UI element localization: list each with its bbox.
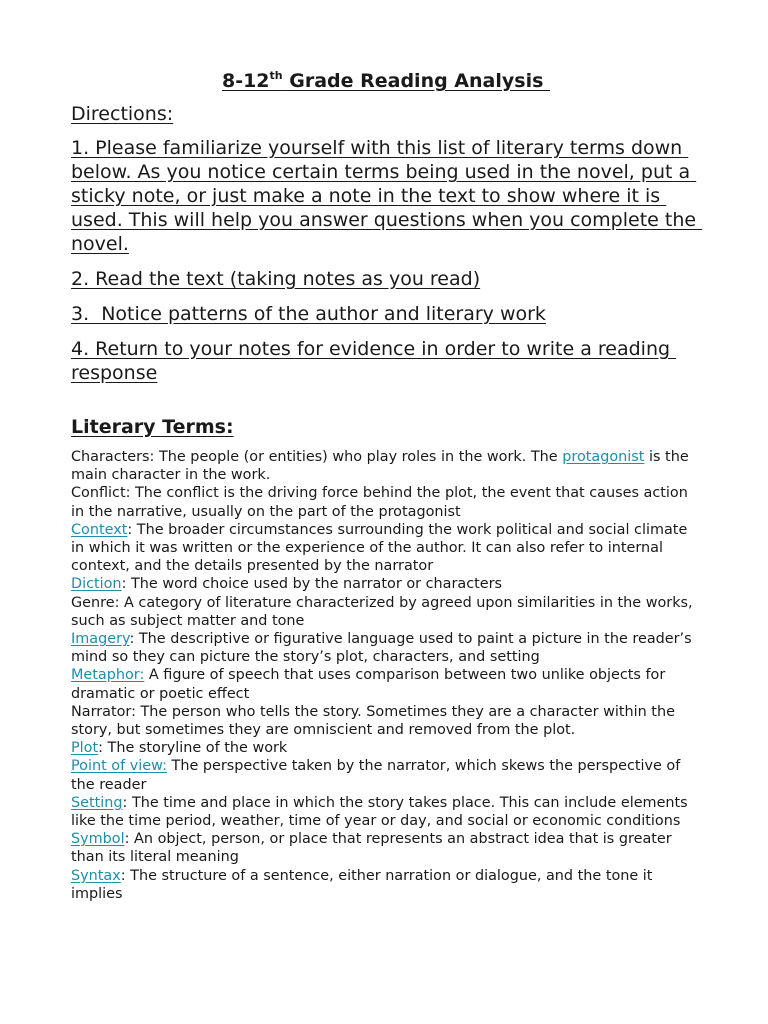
term-setting: Setting: The time and place in which the story takes place. This can include elements like the time period, weather, time of year or day, and social or economic conditions [71,794,688,830]
term-symbol: Symbol: An object, person, or place that represents an abstract idea that is greater than its literal meaning [71,831,672,866]
syntax-link[interactable]: Syntax [71,867,121,884]
diction-link[interactable]: Diction [71,576,122,593]
directions-heading: Directions: [71,103,174,125]
setting-link[interactable]: Setting [71,794,123,811]
imagery-link[interactable]: Imagery [71,631,130,648]
term-conflict: Conflict: The conflict is the driving force behind the plot, the event that causes action in the narrative, usually on the part of the protagonist [71,485,688,520]
term-point-of-view: Point of view: The perspective taken by the narrator, which skews the perspective of the reader [71,758,681,793]
metaphor-link[interactable]: Metaphor: [71,667,145,684]
term-narrator: Narrator: The person who tells the story. Sometimes they are a character within the story, but sometimes they are omniscient and removed from the plot. [71,703,675,739]
direction-item-3: 3. Notice patterns of the author and literary work [71,303,546,325]
term-plot: Plot: The storyline of the work [71,740,288,757]
term-genre: Genre: A category of literature characterized by agreed upon similarities in the works, such as subject matter and tone [71,594,693,629]
direction-item-1: 1. Please familiarize yourself with this list of literary terms down below. As you notice certain terms being used in the novel, put a sticky note, or just make a note in the text to show where it is used. This will help you answer questions when you complete the novel. [71,137,703,255]
title-prefix: 8-12 [221,70,270,92]
term-metaphor: Metaphor: A figure of speech that uses comparison between two unlike objects for dramatic or poetic effect [71,667,666,702]
direction-item-4: 4. Return to your notes for evidence in order to write a reading response [71,338,677,384]
page-title [71,70,701,92]
point-of-view-link[interactable]: Point of view: [71,758,167,775]
symbol-link[interactable]: Symbol [71,831,125,848]
term-characters: Characters: The people (or entities) who play roles in the work. The protagonist is the main character in the work. [71,449,689,484]
term-diction: Diction: The word choice used by the narrator or characters [71,576,503,593]
context-link[interactable]: Context [71,521,128,538]
literary-terms-list [71,448,701,903]
direction-item-2: 2. Read the text (taking notes as you read) [71,268,481,290]
term-imagery: Imagery: The descriptive or figurative language used to paint a picture in the reader’s mind so they can picture the story’s plot, characters, and setting [71,631,692,666]
title-suffix: Grade Reading Analysis [282,70,551,92]
literary-terms-heading: Literary Terms: [71,416,234,438]
directions-list [71,136,701,385]
document-page [71,70,701,903]
plot-link[interactable]: Plot [71,740,99,757]
term-context: Context: The broader circumstances surrounding the work political and social climate in which it was written or the experience of the author. It can also refer to internal context, and the details presented by the narrator [71,521,688,575]
title-superscript: th [269,69,283,82]
term-syntax: Syntax: The structure of a sentence, either narration or dialogue, and the tone it implies [71,867,653,902]
protagonist-link[interactable]: protagonist [562,449,645,465]
